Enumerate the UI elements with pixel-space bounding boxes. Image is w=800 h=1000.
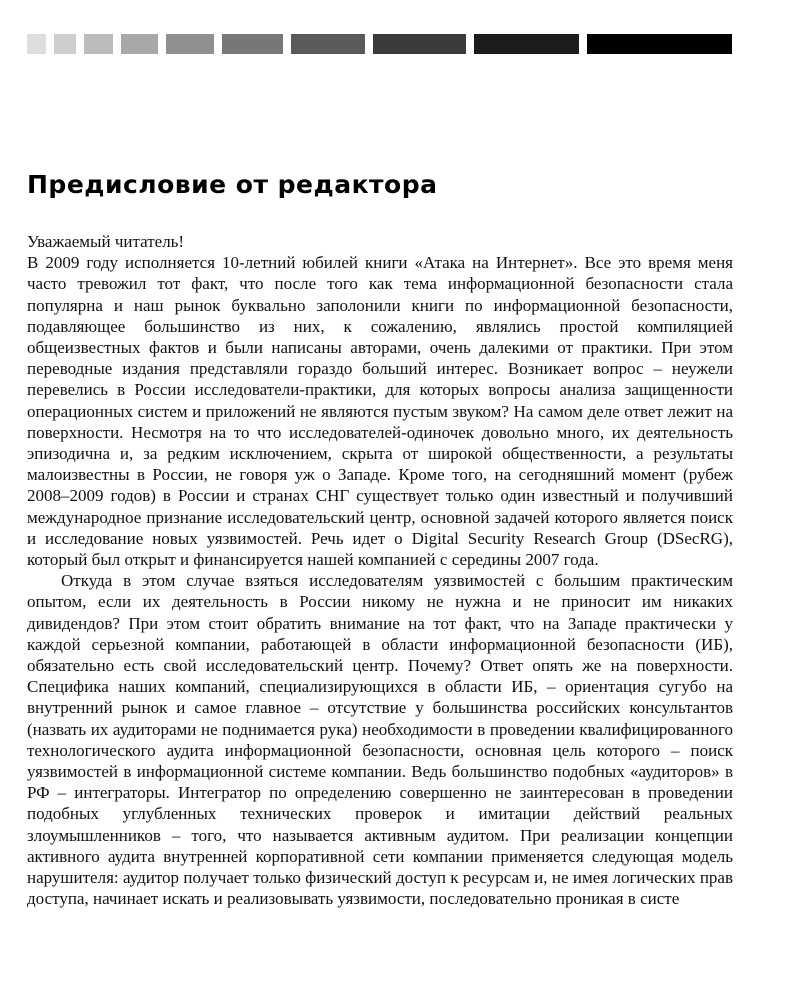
gradient-segment [373,34,466,54]
greeting-line: Уважаемый читатель! [27,232,185,251]
paragraph: В 2009 году исполняется 10-летний юбилей книги «Атака на Интернет». Все это время меня часто тревожил тот факт, что после того как тема информационной безопасности стала популярна и наш рынок буквально заполонили книги по информационной безопасности, подавляющее большинство из них, к сожалению, являлись простой компиляцией общеизвестных фактов и были написаны авторами, очень далекими от практики. При этом переводные издания представляли гораздо больший интерес. Возникает вопрос – неужели перевелись в России исследователи-практики, для которых вопросы анализа защищенности операционных систем и приложений не являются пустым звуком? На самом деле ответ лежит на поверхности. Несмотря на то что исследователей-одиночек довольно много, их деятельность эпизодична и, за редким исключением, скрыта от широкой общественности, а результаты малоизвестны в России, не говоря уж о Западе. Кроме того, на сегодняшний момент (рубеж 2008–2009 годов) в России и странах СНГ существует только один известный и получивший международное признание исследовательский центр, основной задачей которого является поиск и исследование новых уязвимостей. Речь идет о Digital Security Research Group (DSecRG), который был открыт и финансируется нашей компанией с середины 2007 года. [27,253,733,570]
paragraph: Откуда в этом случае взяться исследователям уязвимостей с большим практическим опытом, если их деятельность в России никому не нужна и не приносит им никаких дивидендов? При этом стоит обратить внимание на тот факт, что на Западе практически у каждой серьезной компании, работающей в области информационной безопасности (ИБ), обязательно есть свой исследовательский центр. Почему? Ответ опять же на поверхности. Специфика наших компаний, специализирующихся в области ИБ, – ориентация сугубо на внутренний рынок и самое главное – отсутствие у большинства российских консультантов (назвать их аудиторами не поднимается рука) необходимости в проведении квалифицированного технологического аудита информационной безопасности, основная цель которого – поиск уязвимостей в информационной системе компании. Ведь большинство подобных «аудиторов» в РФ – интеграторы. Интегратор по определению совершенно не заинтересован в проведении подобных углубленных технических проверок и имитации действий реальных злоумышленников – того, что называется активным аудитом. При реализации концепции активного аудита внутренней корпоративной сети компании применяется следующая модель нарушителя: аудитор получает только физический доступ к ресурсам и, не имея логических прав доступа, начинает искать и реализовывать уязвимости, последовательно проникая в систе [27,571,733,909]
header-gradient-bar [27,34,732,54]
gradient-segment [121,34,158,54]
gradient-segment [291,34,365,54]
gradient-segment [474,34,579,54]
gradient-segment [27,34,46,54]
gradient-segment [54,34,76,54]
body-text [27,231,733,910]
gradient-segment [166,34,214,54]
gradient-segment [84,34,113,54]
gradient-segment [222,34,282,54]
gradient-segment [587,34,732,54]
page-title: Предисловие от редактора [27,170,438,199]
